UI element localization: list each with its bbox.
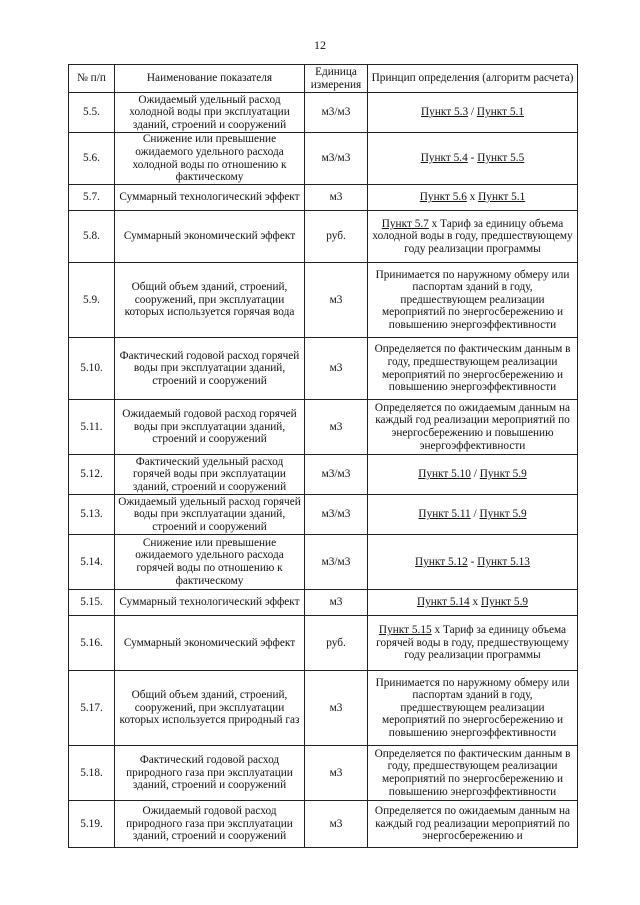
unit-of-measure: м3/м3 xyxy=(305,133,368,185)
unit-of-measure: м3 xyxy=(305,671,368,746)
calculation-algorithm xyxy=(368,746,578,801)
calculation-algorithm xyxy=(368,455,578,495)
calculation-algorithm xyxy=(368,495,578,535)
calculation-algorithm xyxy=(368,801,578,848)
unit-of-measure: м3/м3 xyxy=(305,93,368,133)
table-row xyxy=(69,590,578,616)
indicator-name: Общий объем зданий, строений, сооружений, при эксплуатации которых используется природный газ xyxy=(115,671,305,746)
unit-of-measure: м3 xyxy=(305,746,368,801)
row-number: 5.10. xyxy=(69,338,115,400)
row-number: 5.9. xyxy=(69,263,115,338)
unit-of-measure: м3 xyxy=(305,185,368,211)
table-row xyxy=(69,263,578,338)
header-num: № п/п xyxy=(69,65,115,93)
unit-of-measure: м3/м3 xyxy=(305,495,368,535)
algorithm-text: Определяется по фактическим данным в году, предшествующем реализации мероприятий по энергосбережению и повышению энергоэффективности xyxy=(374,747,571,798)
indicator-name: Общий объем зданий, строений, сооружений, при эксплуатации которых используется горячая вода xyxy=(115,263,305,338)
algorithm-text: / xyxy=(468,106,477,119)
item-reference: Пункт 5.9 xyxy=(479,508,527,521)
calculation-algorithm xyxy=(368,616,578,671)
item-reference: Пункт 5.7 xyxy=(381,217,429,230)
indicator-name: Ожидаемый годовой расход природного газа при эксплуатации зданий, строений и сооружений xyxy=(115,801,305,848)
table-row xyxy=(69,338,578,400)
unit-of-measure: м3 xyxy=(305,338,368,400)
table-row xyxy=(69,616,578,671)
algorithm-text: Принимается по наружному обмеру или паспортам зданий в году, предшествующем реализации мероприятий по энергосбережению и повышению энергоэффективности xyxy=(375,268,570,331)
item-reference: Пункт 5.9 xyxy=(480,596,529,609)
algorithm-text: x Тариф за единицу объема горячей воды в году, предшествующему году реализации программы xyxy=(376,624,569,662)
table-row xyxy=(69,801,578,848)
indicator-name: Суммарный экономический эффект xyxy=(115,616,305,671)
calculation-algorithm xyxy=(368,93,578,133)
item-reference: Пункт 5.13 xyxy=(477,555,530,568)
item-reference: Пункт 5.3 xyxy=(421,106,469,119)
item-reference: Пункт 5.11 xyxy=(418,508,471,521)
algorithm-text: Определяется по ожидаемым данным на каждый год реализации мероприятий по энергосбережению и xyxy=(374,805,571,843)
indicator-name: Снижение или превышение ожидаемого удельного расхода горячей воды по отношению к фактическому xyxy=(115,535,305,590)
table-row xyxy=(69,746,578,801)
algorithm-text: / xyxy=(470,468,480,481)
calculation-algorithm xyxy=(368,338,578,400)
indicator-name: Ожидаемый удельный расход горячей воды при эксплуатации зданий, строений и сооружений xyxy=(115,495,305,535)
item-reference: Пункт 5.4 xyxy=(420,152,468,165)
calculation-algorithm xyxy=(368,400,578,455)
table-row xyxy=(69,455,578,495)
unit-of-measure: м3/м3 xyxy=(305,455,368,495)
calculation-algorithm xyxy=(368,671,578,746)
indicator-name: Снижение или превышение ожидаемого удельного расхода холодной воды по отношению к фактическому xyxy=(115,133,305,185)
row-number: 5.11. xyxy=(69,400,115,455)
item-reference: Пункт 5.15 xyxy=(378,624,432,637)
calculation-algorithm xyxy=(368,133,578,185)
unit-of-measure: м3 xyxy=(305,263,368,338)
calculation-algorithm xyxy=(368,263,578,338)
indicator-name: Фактический удельный расход горячей воды при эксплуатации зданий, строений и сооружений xyxy=(115,455,305,495)
header-unit: Единица измерения xyxy=(305,65,368,93)
row-number: 5.5. xyxy=(69,93,115,133)
table-row xyxy=(69,671,578,746)
table-row xyxy=(69,133,578,185)
table-header-row xyxy=(69,65,578,93)
table-row xyxy=(69,535,578,590)
indicator-name: Фактический годовой расход горячей воды при эксплуатации зданий, строений и сооружений xyxy=(115,338,305,400)
item-reference: Пункт 5.10 xyxy=(418,468,471,481)
indicator-name: Ожидаемый годовой расход горячей воды при эксплуатации зданий, строений и сооружений xyxy=(115,400,305,455)
algorithm-text: x xyxy=(469,596,481,609)
header-name: Наименование показателя xyxy=(115,65,305,93)
table-row xyxy=(69,93,578,133)
unit-of-measure: руб. xyxy=(305,616,368,671)
row-number: 5.7. xyxy=(69,185,115,211)
row-number: 5.13. xyxy=(69,495,115,535)
table-row xyxy=(69,495,578,535)
algorithm-text: Принимается по наружному обмеру или паспортам зданий в году, предшествующем реализации мероприятий по энергосбережению и повышению энергоэффективности xyxy=(375,676,570,739)
row-number: 5.19. xyxy=(69,801,115,848)
indicator-name: Фактический годовой расход природного газа при эксплуатации зданий, строений и сооружений xyxy=(115,746,305,801)
algorithm-text: / xyxy=(470,508,480,521)
row-number: 5.17. xyxy=(69,671,115,746)
item-reference: Пункт 5.1 xyxy=(478,191,526,204)
algorithm-text: Определяется по ожидаемым данным на каждый год реализации мероприятий по энергосбережению и повышению энергоэффективности xyxy=(374,401,571,452)
row-number: 5.18. xyxy=(69,746,115,801)
header-algorithm: Принцип определения (алгоритм расчета) xyxy=(368,65,578,93)
calculation-algorithm xyxy=(368,590,578,616)
row-number: 5.6. xyxy=(69,133,115,185)
table-row xyxy=(69,185,578,211)
table-row xyxy=(69,400,578,455)
indicator-name: Ожидаемый удельный расход холодной воды при эксплуатации зданий, строений и сооружений xyxy=(115,93,305,133)
unit-of-measure: м3/м3 xyxy=(305,535,368,590)
algorithm-text: Определяется по фактическим данным в году, предшествующем реализации мероприятий по энергосбережению и повышению энергоэффективности xyxy=(374,343,571,394)
calculation-algorithm xyxy=(368,185,578,211)
algorithm-text: - xyxy=(467,555,478,568)
page-number: 12 xyxy=(314,38,326,52)
table-row xyxy=(69,211,578,263)
indicator-name: Суммарный экономический эффект xyxy=(115,211,305,263)
row-number: 5.8. xyxy=(69,211,115,263)
unit-of-measure: м3 xyxy=(305,801,368,848)
item-reference: Пункт 5.6 xyxy=(419,191,467,204)
algorithm-text: x Тариф за единицу объема холодной воды в году, предшествующему году реализации программы xyxy=(372,217,573,255)
unit-of-measure: руб. xyxy=(305,211,368,263)
item-reference: Пункт 5.1 xyxy=(476,106,524,119)
item-reference: Пункт 5.9 xyxy=(479,468,527,481)
item-reference: Пункт 5.5 xyxy=(477,152,525,165)
row-number: 5.12. xyxy=(69,455,115,495)
row-number: 5.14. xyxy=(69,535,115,590)
calculation-algorithm xyxy=(368,211,578,263)
indicators-table xyxy=(68,64,578,848)
item-reference: Пункт 5.12 xyxy=(415,555,468,568)
indicator-name: Суммарный технологический эффект xyxy=(115,590,305,616)
algorithm-text: - xyxy=(467,152,478,165)
unit-of-measure: м3 xyxy=(305,590,368,616)
row-number: 5.15. xyxy=(69,590,115,616)
unit-of-measure: м3 xyxy=(305,400,368,455)
calculation-algorithm xyxy=(368,535,578,590)
row-number: 5.16. xyxy=(69,616,115,671)
algorithm-text: x xyxy=(466,191,479,204)
item-reference: Пункт 5.14 xyxy=(416,596,470,609)
indicator-name: Суммарный технологический эффект xyxy=(115,185,305,211)
table-body xyxy=(69,93,578,848)
